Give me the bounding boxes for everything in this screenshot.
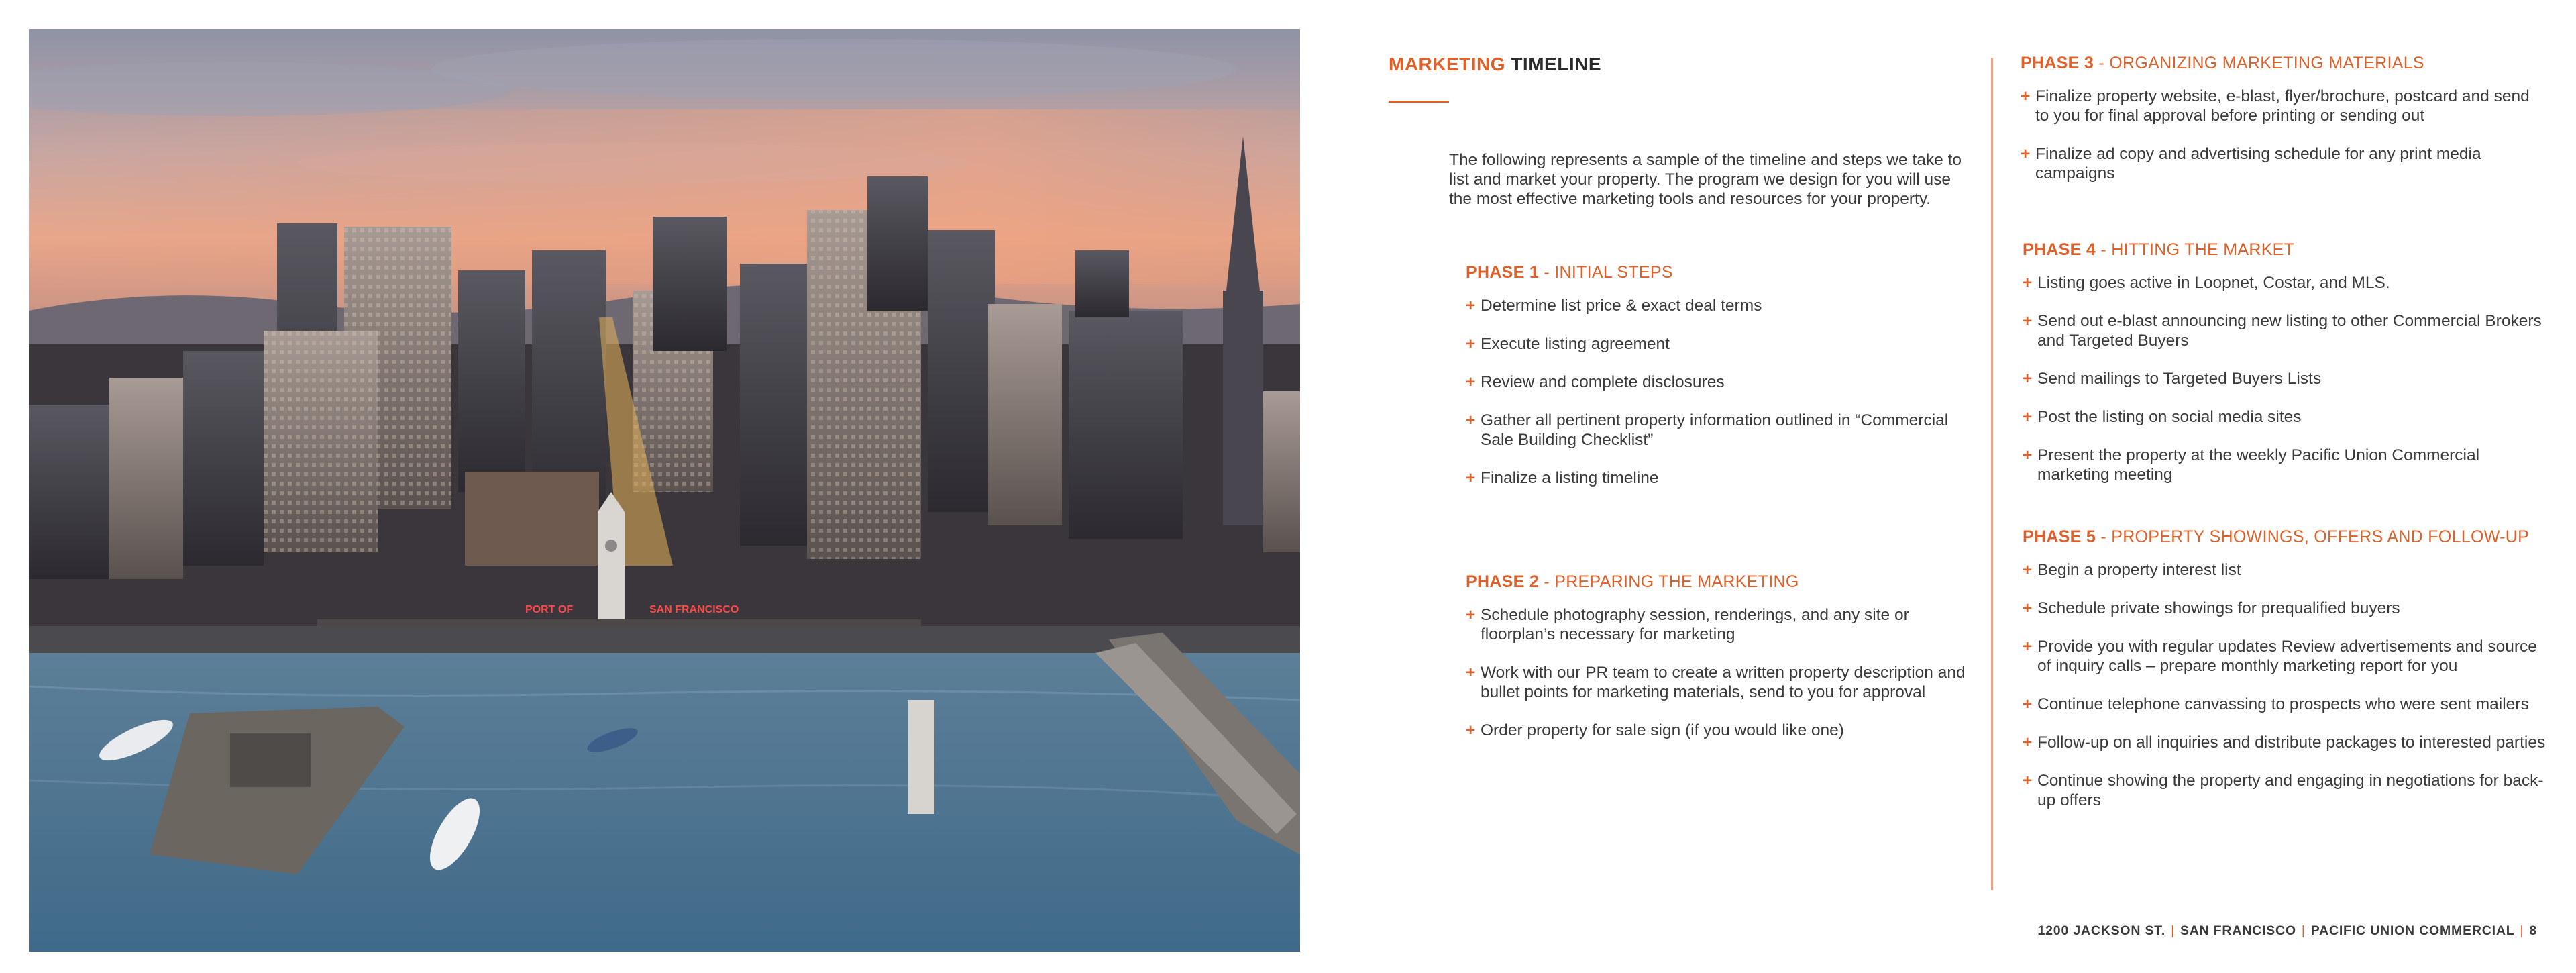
plus-icon: + [1466, 721, 1476, 739]
list-item [2023, 273, 2542, 293]
step-text: Finalize a listing timeline [1481, 469, 1659, 487]
hero-photo [29, 29, 1300, 952]
page-title-rest: TIMELINE [1505, 54, 1601, 74]
phase-number: PHASE 2 [1466, 572, 1540, 591]
step-text: Schedule private showings for prequalified buyers [2037, 599, 2400, 617]
step-text: Schedule photography session, renderings, and any site or floorplan’s necessary for marketing [1481, 606, 1909, 644]
list-item [1466, 663, 1976, 702]
plus-icon: + [1466, 335, 1476, 353]
photo-sign-right: SAN FRANCISCO [649, 604, 739, 615]
step-text: Continue telephone canvassing to prospects who were sent mailers [2037, 695, 2529, 713]
plus-icon: + [2023, 637, 2033, 656]
title-underline [1389, 101, 1449, 103]
footer-separator: | [2301, 923, 2306, 938]
phase-1 [1466, 263, 1962, 507]
step-text: Finalize ad copy and advertising schedule for any print media campaigns [2035, 145, 2481, 183]
phase-name: HITTING THE MARKET [2111, 240, 2295, 259]
plus-icon: + [2023, 370, 2033, 388]
phase-2 [1466, 572, 1976, 759]
plus-icon: + [2023, 561, 2033, 579]
phase-separator: - [1539, 572, 1555, 591]
step-text: Finalize property website, e-blast, flyer/brochure, postcard and send to you for final approval before printing or sending out [2035, 87, 2530, 125]
phase-title [1466, 263, 1962, 283]
intro-paragraph: The following represents a sample of the timeline and steps we take to list and market your property. The program we design for you will use the most effective marketing tools and resources for your property. [1449, 151, 1962, 208]
plus-icon: + [2023, 312, 2033, 330]
step-text: Determine list price & exact deal terms [1481, 297, 1762, 315]
plus-icon: + [2023, 733, 2033, 752]
phase-name: ORGANIZING MARKETING MATERIALS [2109, 54, 2424, 72]
phase-name: PREPARING THE MARKETING [1554, 572, 1799, 591]
list-item [1466, 605, 1976, 644]
phase-separator: - [2094, 54, 2110, 72]
phase-steps [2023, 273, 2542, 484]
plus-icon: + [1466, 373, 1476, 391]
city-aerial-photo [29, 29, 1300, 952]
list-item [2023, 446, 2542, 484]
list-item [1466, 468, 1962, 488]
plus-icon: + [2023, 274, 2033, 292]
list-item [1466, 372, 1962, 392]
phase-title [2023, 527, 2546, 547]
plus-icon: + [2023, 599, 2033, 617]
list-item [2023, 369, 2542, 389]
step-text: Continue showing the property and engaging in negotiations for back-up offers [2037, 772, 2544, 809]
photo-sign-left: PORT OF [525, 604, 574, 615]
list-item [2023, 599, 2546, 618]
step-text: Execute listing agreement [1481, 335, 1670, 353]
footer-city: SAN FRANCISCO [2180, 923, 2296, 938]
footer-separator: | [2171, 923, 2175, 938]
plus-icon: + [1466, 469, 1476, 487]
phase-steps [1466, 296, 1962, 488]
page-number: 8 [2529, 923, 2537, 938]
step-text: Present the property at the weekly Pacific Union Commercial marketing meeting [2037, 446, 2480, 484]
phase-separator: - [2096, 240, 2112, 259]
plus-icon: + [2023, 695, 2033, 713]
list-item [2021, 87, 2540, 125]
phase-separator: - [2096, 527, 2112, 546]
column-divider [1991, 58, 1993, 890]
phase-separator: - [1539, 263, 1555, 282]
phase-title [1466, 572, 1976, 592]
page-title-accent: MARKETING [1389, 54, 1506, 74]
plus-icon: + [2023, 446, 2033, 464]
list-item [2023, 311, 2542, 350]
step-text: Follow-up on all inquiries and distribute packages to interested parties [2037, 733, 2546, 752]
step-text: Send mailings to Targeted Buyers Lists [2037, 370, 2322, 388]
step-text: Post the listing on social media sites [2037, 408, 2302, 426]
step-text: Gather all pertinent property information outlined in “Commercial Sale Building Checklist” [1481, 411, 1949, 449]
phase-steps [2023, 560, 2546, 810]
phase-steps [2021, 87, 2540, 183]
list-item [2023, 407, 2542, 427]
phase-steps [1466, 605, 1976, 740]
plus-icon: + [1466, 411, 1476, 429]
phase-number: PHASE 5 [2023, 527, 2096, 546]
footer-company: PACIFIC UNION COMMERCIAL [2310, 923, 2515, 938]
phase-title [2021, 54, 2540, 73]
phase-number: PHASE 4 [2023, 240, 2096, 259]
step-text: Work with our PR team to create a written property description and bullet points for marketing materials, send to you for approval [1481, 664, 1966, 701]
footer-address: 1200 JACKSON ST. [2037, 923, 2166, 938]
plus-icon: + [1466, 606, 1476, 624]
phase-4 [2023, 240, 2542, 503]
step-text: Review and complete disclosures [1481, 373, 1725, 391]
page-footer [2038, 923, 2537, 939]
plus-icon: + [2023, 772, 2033, 790]
page-title [1389, 54, 1601, 75]
list-item [2023, 637, 2546, 676]
list-item [2023, 733, 2546, 752]
list-item [1466, 411, 1962, 450]
phase-number: PHASE 3 [2021, 54, 2094, 72]
list-item [2023, 560, 2546, 580]
phase-5 [2023, 527, 2546, 829]
plus-icon: + [1466, 297, 1476, 315]
list-item [2023, 695, 2546, 714]
phase-title [2023, 240, 2542, 260]
list-item [2023, 771, 2546, 810]
plus-icon: + [2021, 145, 2031, 163]
list-item [1466, 721, 1976, 740]
list-item [2021, 144, 2540, 183]
step-text: Provide you with regular updates Review advertisements and source of inquiry calls – prepare monthly marketing report for you [2037, 637, 2537, 675]
step-text: Listing goes active in Loopnet, Costar, and MLS. [2037, 274, 2390, 292]
footer-separator: | [2520, 923, 2524, 938]
phase-name: PROPERTY SHOWINGS, OFFERS AND FOLLOW-UP [2111, 527, 2530, 546]
step-text: Begin a property interest list [2037, 561, 2241, 579]
phase-3 [2021, 54, 2540, 202]
phase-name: INITIAL STEPS [1554, 263, 1673, 282]
list-item [1466, 296, 1962, 315]
phase-number: PHASE 1 [1466, 263, 1540, 282]
step-text: Order property for sale sign (if you would like one) [1481, 721, 1844, 739]
plus-icon: + [1466, 664, 1476, 682]
list-item [1466, 334, 1962, 354]
plus-icon: + [2023, 408, 2033, 426]
plus-icon: + [2021, 87, 2031, 105]
step-text: Send out e-blast announcing new listing to other Commercial Brokers and Targeted Buyers [2037, 312, 2542, 350]
